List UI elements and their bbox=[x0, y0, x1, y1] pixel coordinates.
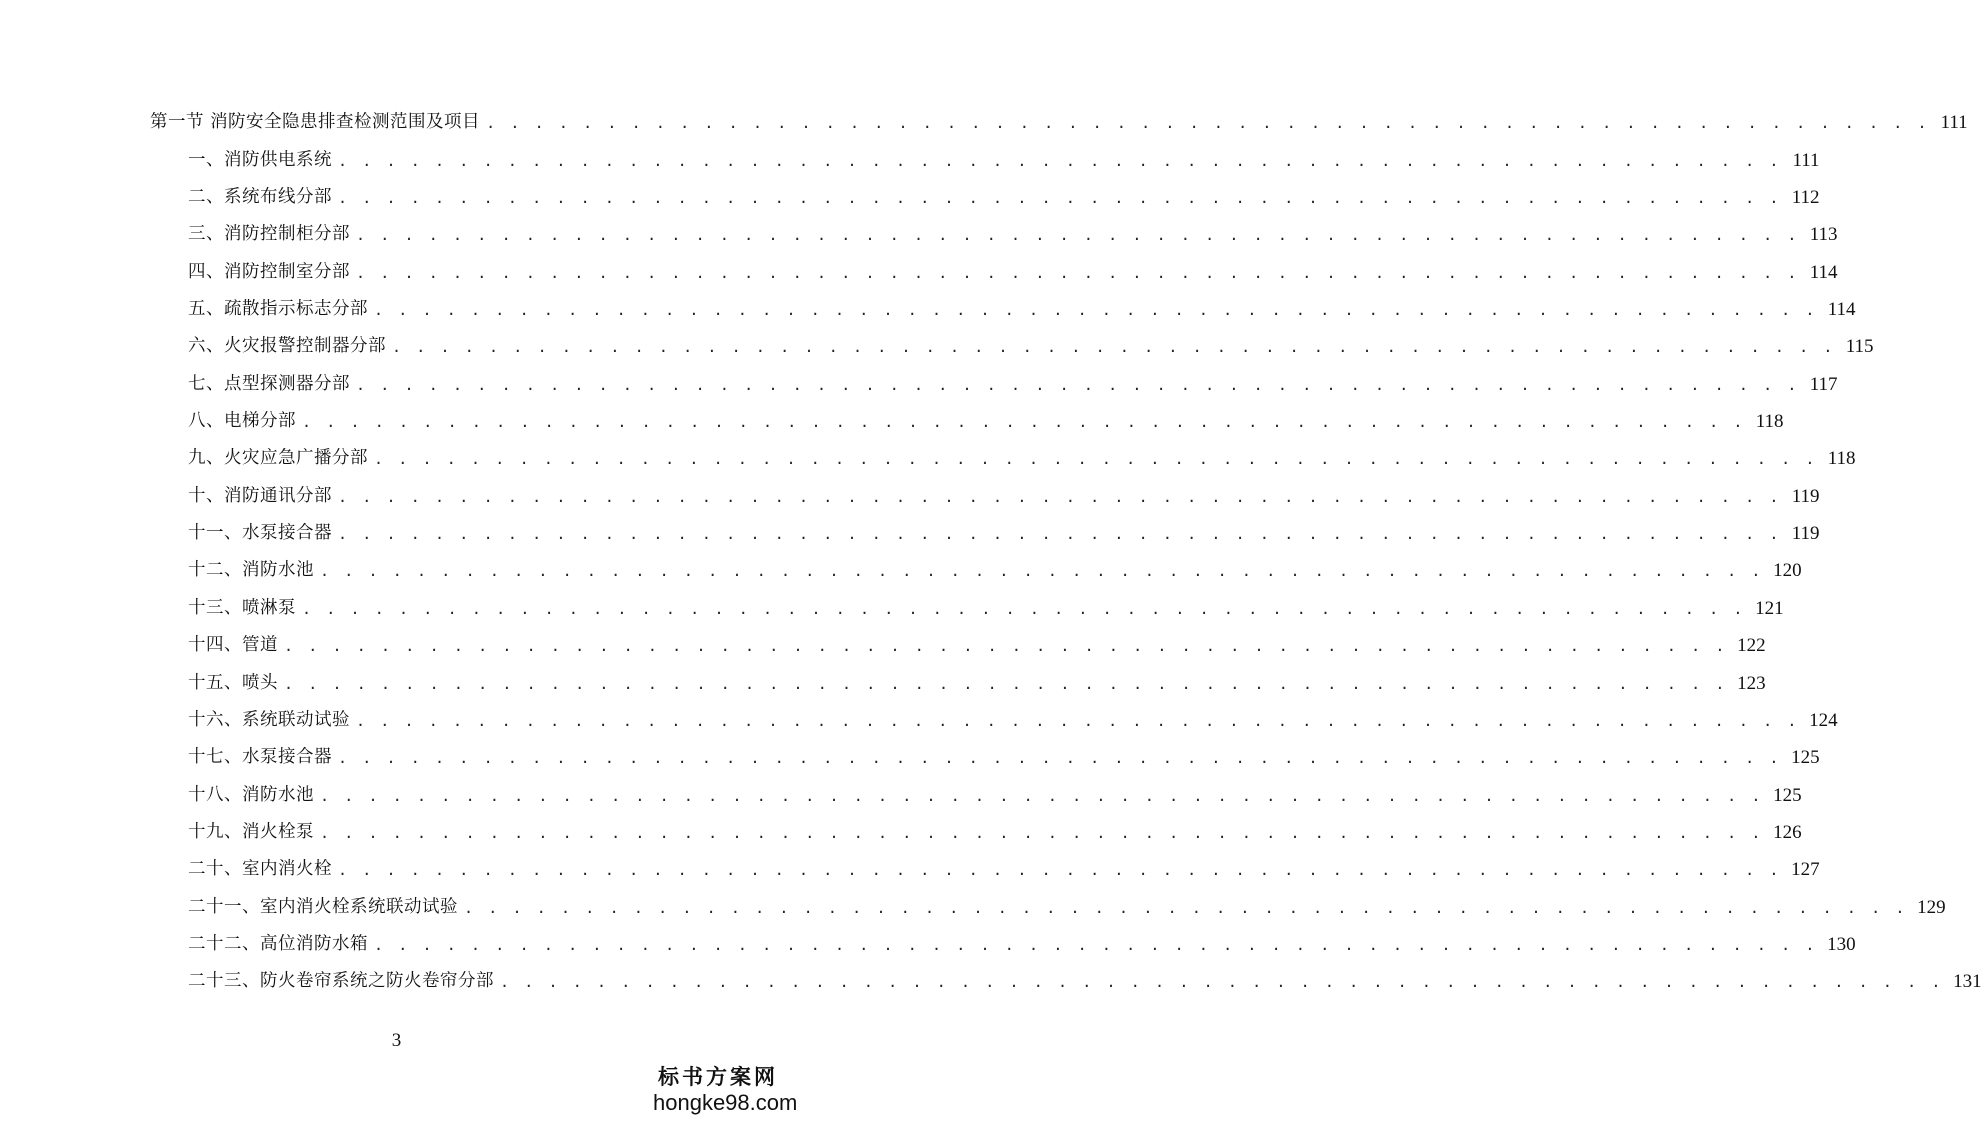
toc-dot-leader: . . . . . . . . . . . . . . . . . . . . . . . . . . . . . . . . . . . . . . . . . . . . . . . . . . . . . . . . . . . . bbox=[302, 413, 1746, 432]
toc-entry-label: 二十三、防火卷帘系统之防火卷帘分部 bbox=[188, 971, 494, 992]
toc-entry bbox=[150, 739, 1820, 776]
toc-entry bbox=[150, 440, 1856, 477]
toc-entry bbox=[150, 627, 1766, 664]
toc-entry-page: 117 bbox=[1809, 373, 1838, 395]
toc-dot-leader: . . . . . . . . . . . . . . . . . . . . . . . . . . . . . . . . . . . . . . . . . . . . . . . . . . . . . . . . . . . . bbox=[464, 898, 1908, 917]
toc-entry bbox=[150, 776, 1802, 813]
toc-entry-label: 十三、喷淋泵 bbox=[188, 597, 296, 618]
toc-entry-page: 129 bbox=[1917, 896, 1946, 918]
toc-dot-leader: . . . . . . . . . . . . . . . . . . . . . . . . . . . . . . . . . . . . . . . . . . . . . . . . . . . . . . . . . . . . bbox=[338, 189, 1782, 208]
toc-section-heading bbox=[150, 104, 1968, 141]
toc-entry-label: 第一节 消防安全隐患排查检测范围及项目 bbox=[150, 112, 481, 133]
toc-entry-page: 113 bbox=[1809, 224, 1838, 246]
watermark-site-name: 标书方案网 bbox=[658, 1064, 778, 1089]
toc-entry bbox=[150, 403, 1784, 440]
table-of-contents bbox=[150, 104, 1982, 1000]
toc-entry-label: 十二、消防水池 bbox=[188, 560, 314, 581]
toc-entry-label: 十九、消火栓泵 bbox=[188, 821, 314, 842]
toc-entry-label: 九、火灾应急广播分部 bbox=[188, 448, 368, 469]
toc-entry-page: 114 bbox=[1809, 261, 1838, 283]
toc-entry-page: 112 bbox=[1791, 187, 1820, 209]
watermark-url: hongke98.com bbox=[653, 1090, 798, 1115]
toc-dot-leader: . . . . . . . . . . . . . . . . . . . . . . . . . . . . . . . . . . . . . . . . . . . . . . . . . . . . . . . . . . . . bbox=[338, 525, 1782, 544]
toc-entry-label: 十一、水泵接合器 bbox=[188, 523, 332, 544]
toc-dot-leader: . . . . . . . . . . . . . . . . . . . . . . . . . . . . . . . . . . . . . . . . . . . . . . . . . . . . . . . . . . . . bbox=[338, 749, 1782, 768]
toc-entry-page: 131 bbox=[1953, 971, 1982, 993]
toc-dot-leader: . . . . . . . . . . . . . . . . . . . . . . . . . . . . . . . . . . . . . . . . . . . . . . . . . . . . . . . . . . . . bbox=[392, 338, 1836, 357]
toc-entry bbox=[150, 141, 1820, 178]
toc-entry-page: 111 bbox=[1940, 112, 1968, 134]
toc-entry-label: 二十二、高位消防水箱 bbox=[188, 933, 368, 954]
toc-entry-page: 125 bbox=[1773, 784, 1802, 806]
toc-entry-label: 六、火灾报警控制器分部 bbox=[188, 336, 386, 357]
toc-entry bbox=[150, 179, 1820, 216]
toc-entry-label: 四、消防控制室分部 bbox=[188, 261, 350, 282]
toc-dot-leader: . . . . . . . . . . . . . . . . . . . . . . . . . . . . . . . . . . . . . . . . . . . . . . . . . . . . . . . . . . . . bbox=[284, 637, 1728, 656]
toc-entry bbox=[150, 851, 1820, 888]
toc-entry-page: 119 bbox=[1791, 485, 1820, 507]
toc-entry bbox=[150, 888, 1946, 925]
toc-entry bbox=[150, 814, 1802, 851]
toc-entry bbox=[150, 552, 1802, 589]
toc-entry bbox=[150, 926, 1856, 963]
toc-dot-leader: . . . . . . . . . . . . . . . . . . . . . . . . . . . . . . . . . . . . . . . . . . . . . . . . . . . . . . . . . . . . bbox=[500, 973, 1944, 992]
toc-entry bbox=[150, 216, 1838, 253]
toc-entry-page: 130 bbox=[1827, 933, 1856, 955]
toc-dot-leader: . . . . . . . . . . . . . . . . . . . . . . . . . . . . . . . . . . . . . . . . . . . . . . . . . . . . . . . . . . . . bbox=[320, 786, 1764, 805]
toc-entry-page: 122 bbox=[1737, 635, 1766, 657]
toc-entry-label: 十、消防通讯分部 bbox=[188, 485, 332, 506]
toc-entry bbox=[150, 365, 1838, 402]
toc-entry-label: 七、点型探测器分部 bbox=[188, 373, 350, 394]
toc-entry-page: 114 bbox=[1827, 299, 1856, 321]
toc-dot-leader: . . . . . . . . . . . . . . . . . . . . . . . . . . . . . . . . . . . . . . . . . . . . . . . . . . . . . . . . . . . . bbox=[486, 114, 1930, 133]
page-number: 3 bbox=[391, 1030, 402, 1051]
toc-entry-label: 十七、水泵接合器 bbox=[188, 747, 332, 768]
toc-entry-page: 125 bbox=[1791, 747, 1820, 769]
toc-entry-label: 十六、系统联动试验 bbox=[188, 709, 350, 730]
toc-entry-label: 十四、管道 bbox=[188, 635, 278, 656]
toc-dot-leader: . . . . . . . . . . . . . . . . . . . . . . . . . . . . . . . . . . . . . . . . . . . . . . . . . . . . . . . . . . . . bbox=[320, 562, 1764, 581]
toc-entry bbox=[150, 253, 1838, 290]
toc-dot-leader: . . . . . . . . . . . . . . . . . . . . . . . . . . . . . . . . . . . . . . . . . . . . . . . . . . . . . . . . . . . . bbox=[356, 375, 1800, 394]
toc-entry bbox=[150, 477, 1820, 514]
toc-dot-leader: . . . . . . . . . . . . . . . . . . . . . . . . . . . . . . . . . . . . . . . . . . . . . . . . . . . . . . . . . . . . bbox=[374, 450, 1818, 469]
toc-entry-page: 126 bbox=[1773, 821, 1802, 843]
toc-entry-label: 二十、室内消火栓 bbox=[188, 859, 332, 880]
toc-entry-page: 124 bbox=[1809, 709, 1838, 731]
toc-entry bbox=[150, 963, 1982, 1000]
toc-entry-label: 十八、消防水池 bbox=[188, 784, 314, 805]
toc-dot-leader: . . . . . . . . . . . . . . . . . . . . . . . . . . . . . . . . . . . . . . . . . . . . . . . . . . . . . . . . . . . . bbox=[284, 674, 1728, 693]
toc-entry-label: 二十一、室内消火栓系统联动试验 bbox=[188, 896, 458, 917]
toc-entry bbox=[150, 664, 1766, 701]
toc-entry bbox=[150, 328, 1874, 365]
watermark-logo bbox=[653, 1064, 798, 1116]
toc-dot-leader: . . . . . . . . . . . . . . . . . . . . . . . . . . . . . . . . . . . . . . . . . . . . . . . . . . . . . . . . . . . . bbox=[338, 861, 1782, 880]
toc-entry-page: 127 bbox=[1791, 859, 1820, 881]
toc-entry-page: 119 bbox=[1791, 523, 1820, 545]
toc-entry-page: 118 bbox=[1827, 448, 1856, 470]
toc-dot-leader: . . . . . . . . . . . . . . . . . . . . . . . . . . . . . . . . . . . . . . . . . . . . . . . . . . . . . . . . . . . . bbox=[338, 487, 1782, 506]
toc-entry bbox=[150, 589, 1784, 626]
toc-dot-leader: . . . . . . . . . . . . . . . . . . . . . . . . . . . . . . . . . . . . . . . . . . . . . . . . . . . . . . . . . . . . bbox=[374, 301, 1818, 320]
toc-entry bbox=[150, 702, 1838, 739]
toc-entry-label: 三、消防控制柜分部 bbox=[188, 224, 350, 245]
toc-dot-leader: . . . . . . . . . . . . . . . . . . . . . . . . . . . . . . . . . . . . . . . . . . . . . . . . . . . . . . . . . . . . bbox=[356, 226, 1800, 245]
toc-dot-leader: . . . . . . . . . . . . . . . . . . . . . . . . . . . . . . . . . . . . . . . . . . . . . . . . . . . . . . . . . . . . bbox=[374, 935, 1818, 954]
toc-entry-label: 二、系统布线分部 bbox=[188, 187, 332, 208]
toc-dot-leader: . . . . . . . . . . . . . . . . . . . . . . . . . . . . . . . . . . . . . . . . . . . . . . . . . . . . . . . . . . . . bbox=[320, 823, 1764, 842]
toc-entry-page: 115 bbox=[1845, 336, 1874, 358]
toc-entry-label: 一、消防供电系统 bbox=[188, 149, 332, 170]
toc-entry-page: 111 bbox=[1792, 149, 1820, 171]
toc-dot-leader: . . . . . . . . . . . . . . . . . . . . . . . . . . . . . . . . . . . . . . . . . . . . . . . . . . . . . . . . . . . . bbox=[302, 599, 1746, 618]
toc-entry-page: 118 bbox=[1755, 411, 1784, 433]
toc-entry-page: 121 bbox=[1755, 597, 1784, 619]
toc-dot-leader: . . . . . . . . . . . . . . . . . . . . . . . . . . . . . . . . . . . . . . . . . . . . . . . . . . . . . . . . . . . . bbox=[356, 263, 1800, 282]
toc-dot-leader: . . . . . . . . . . . . . . . . . . . . . . . . . . . . . . . . . . . . . . . . . . . . . . . . . . . . . . . . . . . . bbox=[356, 711, 1800, 730]
toc-entry-label: 十五、喷头 bbox=[188, 672, 278, 693]
toc-entry-page: 120 bbox=[1773, 560, 1802, 582]
toc-dot-leader: . . . . . . . . . . . . . . . . . . . . . . . . . . . . . . . . . . . . . . . . . . . . . . . . . . . . . . . . . . . . bbox=[338, 151, 1782, 170]
toc-entry-label: 八、电梯分部 bbox=[188, 411, 296, 432]
toc-entry-page: 123 bbox=[1737, 672, 1766, 694]
toc-entry bbox=[150, 291, 1856, 328]
toc-entry bbox=[150, 515, 1820, 552]
toc-entry-label: 五、疏散指示标志分部 bbox=[188, 299, 368, 320]
